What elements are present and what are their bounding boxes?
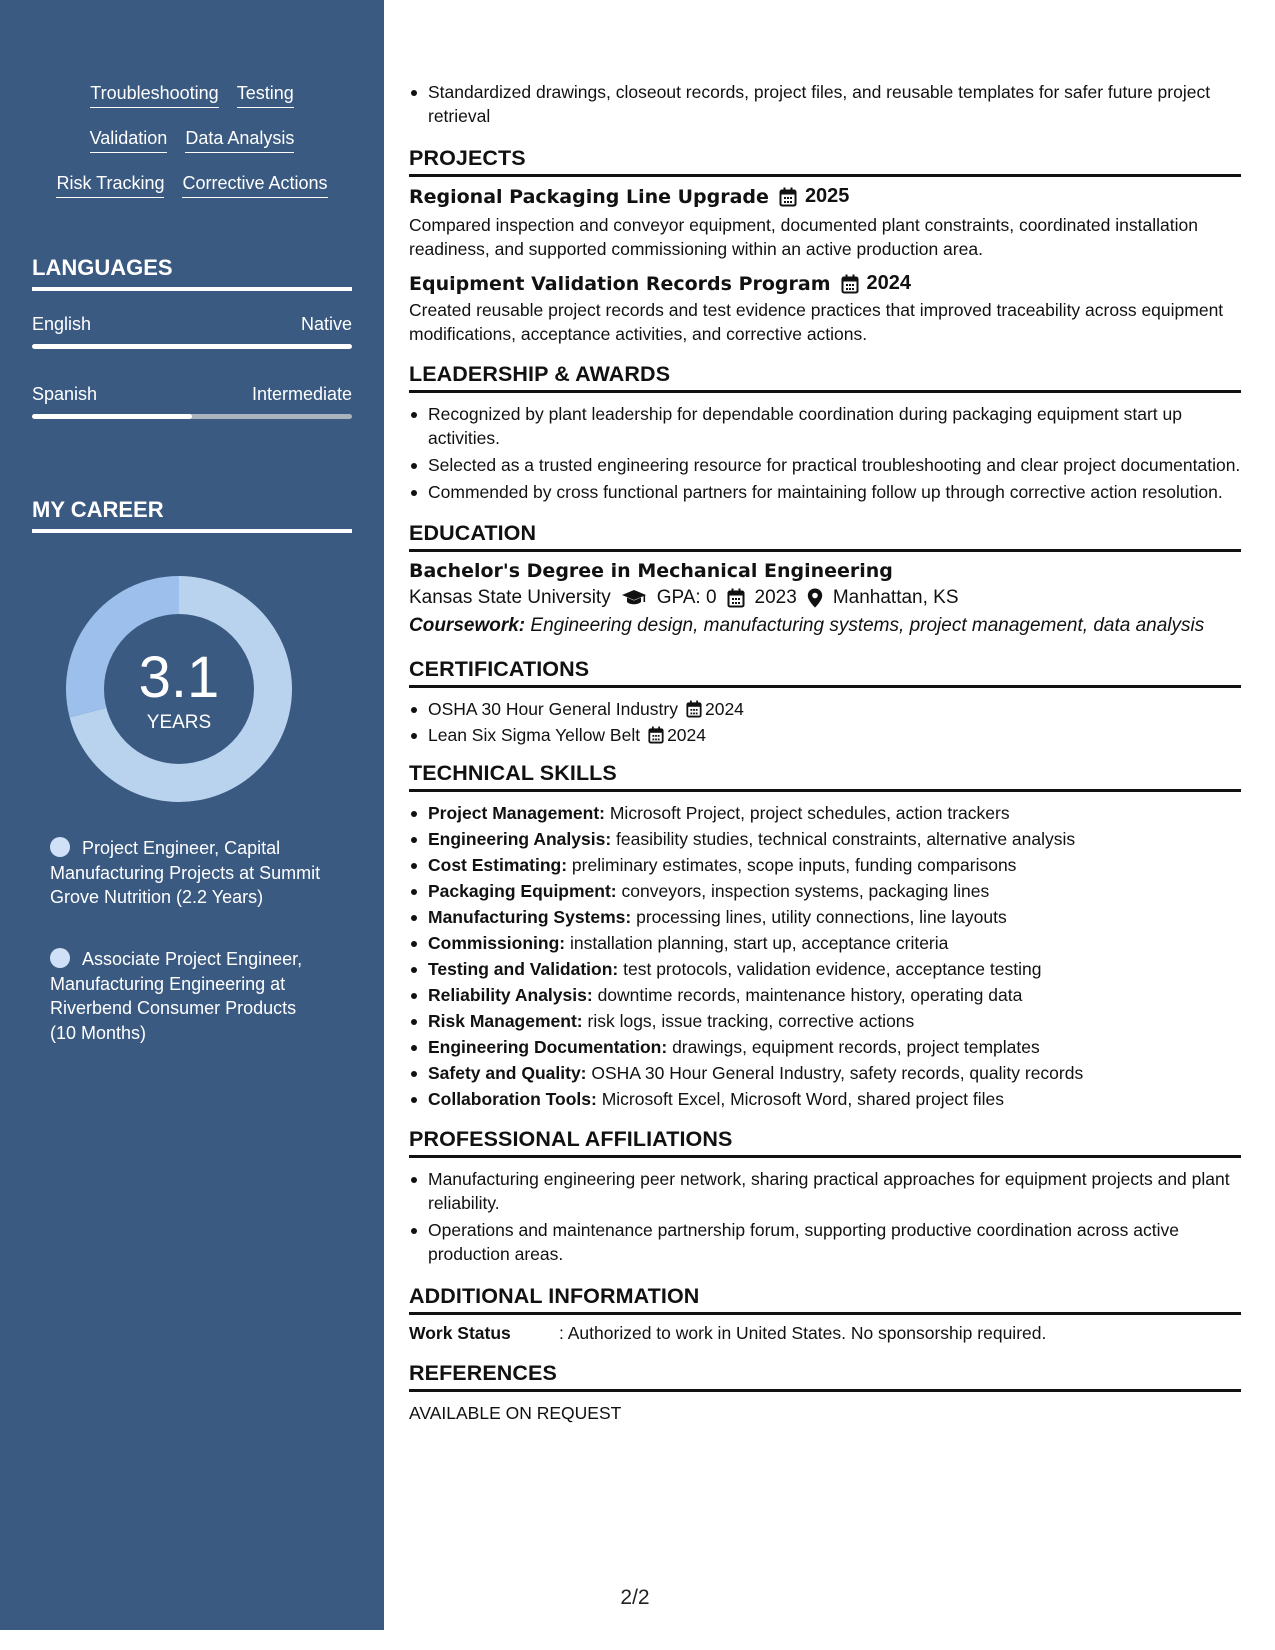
- skill-item: [409, 1035, 1241, 1059]
- skill-value: conveyors, inspection systems, packaging lines: [621, 881, 990, 901]
- skill-item: [409, 853, 1241, 877]
- list-item: [409, 723, 1241, 747]
- calendar-icon: [648, 726, 664, 744]
- tag-row: [32, 127, 352, 172]
- language-proficiency-bar: [32, 414, 352, 419]
- skill-label: Safety and Quality:: [428, 1063, 587, 1083]
- work-status: [409, 1323, 1241, 1344]
- languages-heading: LANGUAGES: [32, 255, 352, 291]
- skill-value: downtime records, maintenance history, operating data: [597, 985, 1023, 1005]
- graduation-year: 2023: [754, 587, 797, 608]
- calendar-icon: [686, 700, 702, 718]
- list-item: Selected as a trusted engineering resource for practical troubleshooting and clear project documentation.: [409, 453, 1241, 477]
- sidebar: [0, 0, 384, 1630]
- graduation-cap-icon: [621, 589, 647, 607]
- references-heading: REFERENCES: [409, 1361, 1241, 1392]
- skill-label: Risk Management:: [428, 1011, 583, 1031]
- coursework-text: Engineering design, manufacturing systems, project management, data analysis: [530, 615, 1205, 636]
- school-name: Kansas State University: [409, 587, 611, 608]
- list-item: [409, 697, 1241, 721]
- career-years-value: 3.1: [138, 645, 220, 710]
- skill-value: test protocols, validation evidence, acceptance testing: [623, 959, 1042, 979]
- skill-label: Reliability Analysis:: [428, 985, 593, 1005]
- certification-year: 2024: [704, 699, 744, 719]
- certification-year: 2024: [667, 725, 707, 745]
- skill-item: [409, 905, 1241, 929]
- list-item: Manufacturing engineering peer network, sharing practical approaches for equipment projects and plant reliability.: [409, 1167, 1241, 1215]
- career-entry-dot-icon: [50, 837, 70, 857]
- language-proficiency-bar: [32, 344, 352, 349]
- skill-item: [409, 983, 1241, 1007]
- skill-label: Engineering Documentation:: [428, 1037, 668, 1057]
- list-item: Commended by cross functional partners for maintaining follow up through corrective action resolution.: [409, 480, 1241, 504]
- language-level: Intermediate: [251, 384, 352, 404]
- skill-value: drawings, equipment records, project templates: [672, 1037, 1040, 1057]
- skills-list: [409, 801, 1241, 1111]
- language-proficiency-fill: [32, 344, 352, 349]
- skill-label: Commissioning:: [428, 933, 566, 953]
- language-item: [32, 314, 352, 349]
- skill-tags: [32, 82, 352, 217]
- tag-row: [32, 82, 352, 127]
- project-item: [409, 272, 1241, 346]
- project-title: Equipment Validation Records Program: [409, 272, 831, 295]
- skills-heading: TECHNICAL SKILLS: [409, 761, 1241, 792]
- project-year: 2025: [804, 185, 850, 207]
- skill-item: [409, 827, 1241, 851]
- skill-tag: Validation: [90, 127, 168, 153]
- main-content: [409, 80, 1241, 1425]
- calendar-icon: [727, 588, 745, 608]
- skill-item: [409, 1061, 1241, 1085]
- skill-tag: Testing: [237, 82, 294, 108]
- skill-tag: Risk Tracking: [56, 172, 164, 198]
- tag-row: [32, 172, 352, 217]
- page-number: 2/2: [620, 1586, 650, 1609]
- skill-label: Manufacturing Systems:: [428, 907, 632, 927]
- career-heading: MY CAREER: [32, 497, 352, 533]
- skill-value: feasibility studies, technical constraints, alternative analysis: [616, 829, 1076, 849]
- affiliations-heading: PROFESSIONAL AFFILIATIONS: [409, 1127, 1241, 1158]
- skill-value: Microsoft Project, project schedules, action trackers: [609, 803, 1010, 823]
- language-item: [32, 384, 352, 419]
- language-proficiency-fill: [32, 414, 192, 419]
- skill-value: risk logs, issue tracking, corrective actions: [587, 1011, 915, 1031]
- skill-label: Project Management:: [428, 803, 605, 823]
- leadership-heading: LEADERSHIP & AWARDS: [409, 362, 1241, 393]
- project-title: Regional Packaging Line Upgrade: [409, 185, 769, 208]
- career-years-unit: YEARS: [146, 712, 212, 733]
- skill-value: Microsoft Excel, Microsoft Word, shared project files: [601, 1089, 1005, 1109]
- skill-label: Testing and Validation:: [428, 959, 619, 979]
- language-name: Spanish: [32, 384, 98, 404]
- skill-label: Cost Estimating:: [428, 855, 568, 875]
- degree-title: Bachelor's Degree in Mechanical Engineering: [409, 560, 893, 582]
- career-entry-dot-icon: [50, 948, 70, 968]
- project-description: Created reusable project records and test evidence practices that improved traceability across equipment modifications, acceptance activities, and corrective actions.: [409, 300, 1224, 344]
- career-entry: [50, 947, 325, 1045]
- skill-label: Engineering Analysis:: [428, 829, 612, 849]
- project-year: 2024: [866, 272, 912, 294]
- list-item: Standardized drawings, closeout records, project files, and reusable templates for safer future project retrieval: [409, 80, 1241, 128]
- skill-value: OSHA 30 Hour General Industry, safety records, quality records: [591, 1063, 1084, 1083]
- additional-info-heading: ADDITIONAL INFORMATION: [409, 1284, 1241, 1315]
- calendar-icon: [779, 187, 797, 207]
- certifications-heading: CERTIFICATIONS: [409, 657, 1241, 688]
- list-item: Recognized by plant leadership for dependable coordination during packaging equipment start up activities.: [409, 402, 1241, 450]
- project-description: Compared inspection and conveyor equipment, documented plant constraints, coordinated installation readiness, and supported commissioning within an active production area.: [409, 215, 1198, 259]
- coursework-label: Coursework:: [409, 615, 526, 636]
- career-entry: [50, 836, 325, 910]
- skill-item: [409, 931, 1241, 955]
- project-item: [409, 185, 1241, 261]
- references-text: AVAILABLE ON REQUEST: [409, 1403, 622, 1423]
- coursework: [409, 614, 1241, 638]
- certifications-list: [409, 697, 1241, 747]
- affiliations-list: [409, 1167, 1241, 1266]
- education-item: [409, 560, 1241, 638]
- list-item: Operations and maintenance partnership forum, supporting productive coordination across active production areas.: [409, 1218, 1241, 1266]
- certification-name: OSHA 30 Hour General Industry: [428, 699, 678, 719]
- language-level: Native: [300, 314, 352, 334]
- work-status-value: : Authorized to work in United States. No sponsorship required.: [559, 1323, 1047, 1343]
- skill-value: processing lines, utility connections, line layouts: [636, 907, 1007, 927]
- skill-value: preliminary estimates, scope inputs, funding comparisons: [571, 855, 1017, 875]
- language-name: English: [32, 314, 92, 334]
- skill-item: [409, 879, 1241, 903]
- skill-item: [409, 1087, 1241, 1111]
- leadership-list: [409, 402, 1241, 504]
- career-entry-text: Associate Project Engineer, Manufacturing Engineering at Riverbend Consumer Products (10 Months): [50, 949, 303, 1043]
- work-status-label: Work Status: [409, 1323, 511, 1343]
- experience-bullets: [409, 80, 1241, 128]
- skill-item: [409, 1009, 1241, 1033]
- skill-item: [409, 957, 1241, 981]
- education-heading: EDUCATION: [409, 521, 1241, 552]
- gpa-value: GPA: 0: [656, 587, 717, 608]
- career-entry-text: Project Engineer, Capital Manufacturing Projects at Summit Grove Nutrition (2.2 Years): [50, 838, 321, 907]
- skill-tag: Data Analysis: [185, 127, 294, 153]
- skill-tag: Corrective Actions: [182, 172, 327, 198]
- skill-item: [409, 801, 1241, 825]
- school-location: Manhattan, KS: [832, 587, 959, 608]
- location-pin-icon: [807, 588, 823, 608]
- skill-tag: Troubleshooting: [90, 82, 218, 108]
- skill-value: installation planning, start up, acceptance criteria: [569, 933, 949, 953]
- skill-label: Packaging Equipment:: [428, 881, 617, 901]
- skill-label: Collaboration Tools:: [428, 1089, 597, 1109]
- certification-name: Lean Six Sigma Yellow Belt: [428, 725, 641, 745]
- calendar-icon: [841, 274, 859, 294]
- projects-heading: PROJECTS: [409, 146, 1241, 177]
